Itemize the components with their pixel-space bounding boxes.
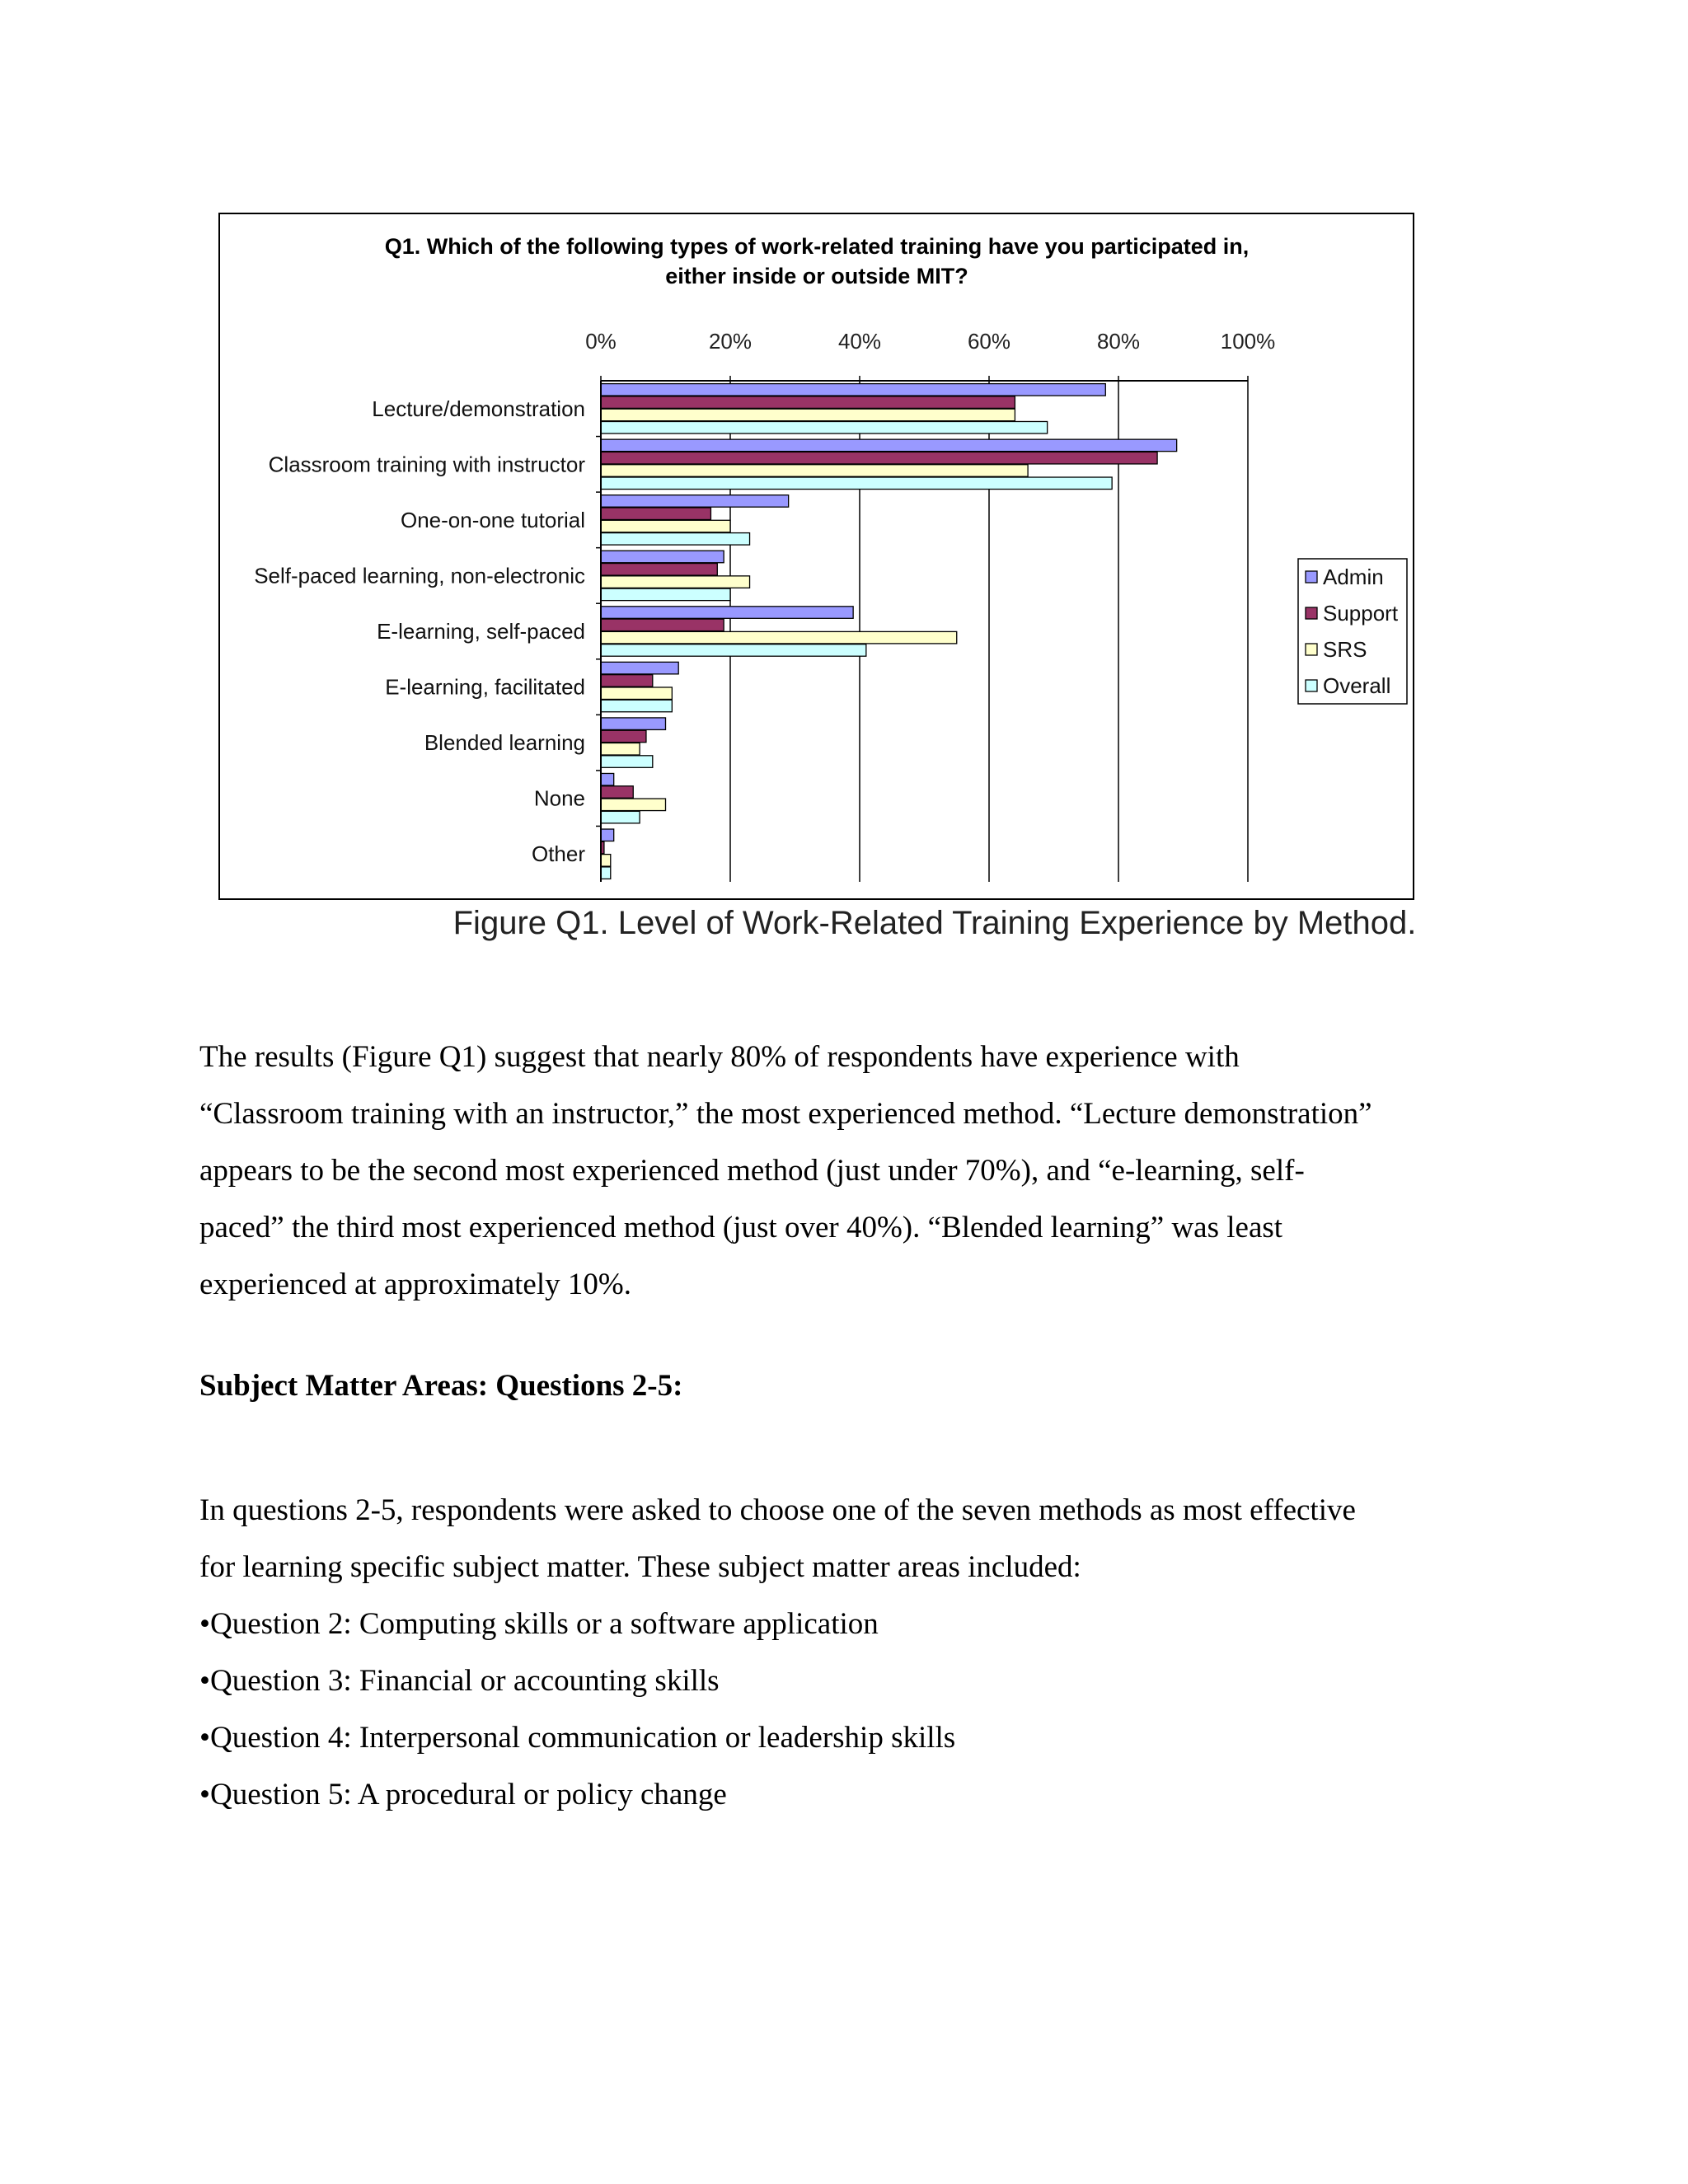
bar-chart	[220, 214, 1413, 898]
list-item: • Question 4: Interpersonal communication or leadership skills	[199, 1709, 955, 1766]
legend-label: Overall	[1323, 673, 1391, 698]
bar-support	[601, 675, 653, 687]
legend-label: SRS	[1323, 637, 1367, 662]
bar-overall	[601, 867, 611, 879]
bar-srs	[601, 631, 957, 644]
bar-support	[601, 730, 646, 743]
bar-admin	[601, 607, 853, 619]
bar-srs	[601, 465, 1028, 477]
legend-label: Support	[1323, 601, 1399, 626]
chart-frame	[218, 213, 1414, 900]
bar-srs	[601, 799, 666, 811]
legend-swatch	[1306, 571, 1317, 583]
bar-overall	[601, 421, 1048, 434]
paragraph-line: “Classroom training with an instructor,” the most experienced method. “Lecture demonstration”	[199, 1097, 1372, 1131]
paragraph-line: In questions 2-5, respondents were asked to choose one of the seven methods as most effective	[199, 1493, 1356, 1527]
legend-label: Admin	[1323, 565, 1384, 589]
category-label: None	[533, 785, 585, 811]
section-heading: Subject Matter Areas: Questions 2-5:	[199, 1369, 683, 1403]
bars	[601, 384, 1177, 879]
bar-overall	[601, 811, 640, 823]
bar-support	[601, 396, 1015, 409]
paragraph-line: appears to be the second most experienced method (just under 70%), and “e-learning, self-	[199, 1154, 1305, 1188]
bar-support	[601, 452, 1157, 464]
x-axis-ticks	[585, 329, 1275, 354]
x-tick-label: 60%	[967, 329, 1011, 354]
results-paragraph	[199, 1029, 1485, 1313]
bar-srs	[601, 409, 1015, 421]
bar-overall	[601, 588, 730, 601]
figure-caption: Figure Q1. Level of Work-Related Training Experience by Method.	[452, 905, 1417, 941]
paragraph-line: paced” the third most experienced method (just over 40%). “Blended learning” was least	[199, 1211, 1283, 1244]
subject-areas-list	[199, 1596, 955, 1823]
legend-swatch	[1306, 644, 1317, 655]
bar-admin	[601, 662, 678, 674]
list-item: • Question 3: Financial or accounting skills	[199, 1652, 955, 1709]
bar-overall	[601, 644, 866, 657]
intro-paragraph	[199, 1482, 1485, 1596]
bar-admin	[601, 773, 614, 785]
category-label: Blended learning	[424, 730, 585, 756]
bar-support	[601, 619, 724, 631]
legend-swatch	[1306, 680, 1317, 691]
bar-support	[601, 786, 633, 799]
x-tick-label: 40%	[837, 329, 882, 354]
list-item: • Question 5: A procedural or policy change	[199, 1766, 955, 1823]
bar-admin	[601, 495, 789, 508]
bar-overall	[601, 477, 1112, 490]
bar-srs	[601, 520, 730, 532]
bar-srs	[601, 576, 750, 588]
bar-srs	[601, 687, 672, 700]
bar-overall	[601, 700, 672, 712]
bar-overall	[601, 756, 653, 768]
x-tick-label: 0%	[585, 329, 617, 354]
category-label: E-learning, self-paced	[377, 619, 585, 644]
legend-swatch	[1306, 607, 1317, 619]
chart-title-line2: either inside or outside MIT?	[665, 264, 968, 288]
paragraph-line: The results (Figure Q1) suggest that nearly 80% of respondents have experience with	[199, 1040, 1240, 1074]
bar-admin	[601, 439, 1177, 452]
bar-srs	[601, 743, 640, 756]
paragraph-line: experienced at approximately 10%.	[199, 1268, 631, 1301]
bar-admin	[601, 551, 724, 563]
bar-support	[601, 508, 710, 520]
category-label: Lecture/demonstration	[372, 396, 585, 421]
category-labels	[254, 396, 585, 866]
category-label: Self-paced learning, non-electronic	[254, 563, 585, 588]
bar-admin	[601, 829, 614, 841]
x-tick-label: 20%	[708, 329, 753, 354]
category-label: E-learning, facilitated	[385, 674, 585, 700]
chart-title-line1: Q1. Which of the following types of work-related training have you participated in,	[384, 234, 1250, 259]
x-tick-label: 80%	[1096, 329, 1141, 354]
category-label: Other	[531, 841, 585, 867]
paragraph-line: for learning specific subject matter. These subject matter areas included:	[199, 1550, 1081, 1584]
category-label: Classroom training with instructor	[268, 452, 585, 477]
bar-support	[601, 564, 717, 576]
bar-srs	[601, 855, 611, 867]
bar-admin	[601, 718, 666, 730]
bar-admin	[601, 384, 1105, 396]
list-item: • Question 2: Computing skills or a software application	[199, 1596, 955, 1652]
x-tick-label: 100%	[1220, 329, 1276, 354]
legend	[1298, 559, 1407, 704]
bar-overall	[601, 533, 750, 546]
category-label: One-on-one tutorial	[400, 507, 585, 532]
